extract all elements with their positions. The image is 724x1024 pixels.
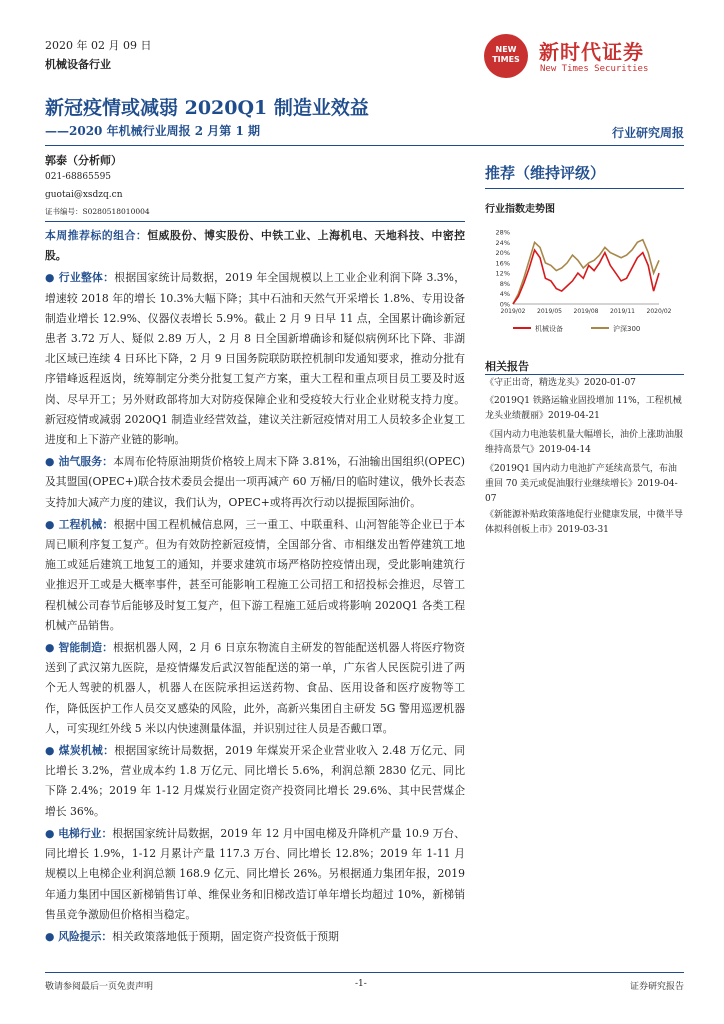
logo-emblem-icon: NEW TIMES <box>484 34 528 78</box>
bullet-icon: ● <box>45 641 59 655</box>
analyst-cert: 证书编号：S0280518010004 <box>45 207 150 216</box>
title-divider <box>45 145 684 146</box>
page-subtitle: ——2020 年机械行业周报 2 月第 1 期 <box>45 124 260 138</box>
recommend-paragraph <box>45 226 465 266</box>
footer-type: 证券研究报告 <box>629 982 684 992</box>
recommend-stocks: 恒威股份、博实股份、中铁工业、上海机电、天地科技、中密控股。 <box>45 229 466 263</box>
report-title: 《新能源补贴政策落地促行业健康发展，中微半导体拟科创板上市》 <box>485 510 684 535</box>
related-report-item[interactable] <box>485 376 684 391</box>
analyst-divider <box>45 221 465 222</box>
bullet-icon: ● <box>45 517 59 531</box>
y-tick-label: 28% <box>495 228 510 237</box>
section-paragraph <box>45 824 465 925</box>
section-text: 相关政策落地低于预期，固定资产投资低于预期 <box>112 929 339 943</box>
section-paragraph <box>45 638 465 739</box>
section-paragraph <box>45 515 465 636</box>
legend-label: 机械设备 <box>535 325 563 333</box>
related-report-item[interactable] <box>485 428 684 458</box>
section-text: 根据国家统计局数据，2019 年煤炭开采企业营业收入 2.48 万亿元、同比增长 3.2%，营业成本约 1.8 万亿元、同比增长 5.6%，利润总额 2830 亿元、同比下降 2.4%；2019 年 1-12 月煤炭行业固定资产投资同比增长 29.6%、其中民营煤企增长 36%。 <box>45 744 466 818</box>
report-date: 2019-04-14 <box>539 445 591 455</box>
brand-name-en: New Times Securities <box>540 64 649 74</box>
y-tick-label: 24% <box>495 238 510 247</box>
rating: 推荐（维持评级） <box>485 164 606 182</box>
report-title: 《国内动力电池装机量大幅增长，油价上涨助油服维持高景气》 <box>485 430 684 455</box>
section-label: 电梯行业： <box>58 826 113 840</box>
chart-axes <box>496 229 672 316</box>
footer-disclaimer[interactable]: 敬请参阅最后一页免责声明 <box>45 982 154 992</box>
related-reports-heading: 相关报告 <box>485 360 529 373</box>
analyst-phone: 021-68865595 <box>45 172 112 182</box>
section-label: 行业整体： <box>58 271 115 285</box>
report-title: 《2019Q1 铁路运输业固投增加 11%，工程机械龙头业绩靓丽》 <box>485 396 682 421</box>
body-text <box>45 226 465 949</box>
section-label: 工程机械： <box>58 517 114 531</box>
x-tick-label: 2019/11 <box>610 308 635 315</box>
brand-logo <box>484 34 684 82</box>
section-text: 根据国家统计局数据，2019 年 12 月中国电梯及升降机产量 10.9 万台、同比增长 1.9%，1-12 月累计产量 117.3 万台、同比增长 12.8%；2019 年 1-11 月规模以上电梯企业利润总额 168.9 亿元、同比增长 26%。另根据通力集团年报，2019 年通力集团中国区新梯销售订单、维保业务和旧梯改造订单年增长均超过 10%，新梯销售虽竞争激励但价格相当稳定。 <box>45 826 466 921</box>
y-tick-label: 8% <box>499 279 510 288</box>
chart-series <box>513 240 659 304</box>
bullet-icon: ● <box>45 826 59 840</box>
related-divider <box>485 374 684 375</box>
page-number: -1- <box>355 979 367 989</box>
section-label: 油气服务： <box>58 455 114 469</box>
section-label: 风险提示： <box>58 929 113 943</box>
section-text: 根据国家统计局数据，2019 年全国规模以上工业企业利润下降 3.3%，增速较 2018 年的增长 10.3%大幅下降；其中石油和天然气开采增长 1.8%、专用设备制造业增长 12.9%、仪器仪表增长 5.9%。截止 2 月 9 日早 11 点，全国累计确诊新冠患者 3.72 万人、疑似 2.89 万人，2 月 8 日全国新增确诊和疑似病例环比下降、非湖北区域已连续 4 日环比下降，2 月 9 日国务院联防联控机制印发通知要求，推动分批有序错峰返程返岗，统筹制定分类分批复工复产方案，重大工程和重点项目员工要及时返岗、尽早开工；另外财政部将加大对防疫保障企业和受疫较大行业企业财税支持力度。新冠疫情或减弱 2020Q1 制造业经营效益，建议关注新冠疫情对用工人员较多企业复工进度和上下游产业链的影响。 <box>45 271 466 447</box>
rating-divider <box>485 188 684 189</box>
report-date: 2020-01-07 <box>584 378 636 388</box>
analyst-name: 郭泰（分析师） <box>45 154 122 167</box>
x-tick-label: 2019/02 <box>500 308 526 315</box>
chart-heading: 行业指数走势图 <box>485 204 555 215</box>
related-report-item[interactable] <box>485 508 684 538</box>
legend-label: 沪深300 <box>613 325 641 333</box>
bullet-icon: ● <box>45 271 59 285</box>
index-trend-chart <box>485 222 684 340</box>
section-label: 智能制造： <box>58 641 114 655</box>
section-paragraph <box>45 927 465 947</box>
related-report-item[interactable] <box>485 462 684 507</box>
report-title: 《守正出奇，精选龙头》 <box>485 378 585 388</box>
section-text: 根据中国工程机械信息网，三一重工、中联重科、山河智能等企业已于本周已顺利序复工复产。但为有效防控新冠疫情，全国部分省、市相继发出暂停建筑工地施工或延后建筑工地复工的通知，并要求建筑市场严格防控疫情出现，受此影响建筑行业推迟开工或是大概率事件，甚至可能影响工程施工公司招工和招投标会推迟，尽管工程机械公司春节后能够及时复工复产，但下游工程施工延后或将影响 2020Q1 各类工程机械产品销售。 <box>45 517 466 632</box>
x-tick-label: 2019/08 <box>573 308 599 315</box>
report-title: 《2019Q1 国内动力电池扩产延续高景气，布油重回 70 美元或促油服行业继续增长》 <box>485 464 677 489</box>
section-paragraph <box>45 741 465 822</box>
y-tick-label: 20% <box>495 249 510 258</box>
section-text: 本周布伦特原油期货价格较上周末下降 3.81%，石油输出国组织(OPEC)及其盟国(OPEC+)联合技术委员会提出一项再减产 60 万桶/日的临时建议，俄外长表态支持加大减产力度的建议，我们认为，OPEC+或将再次行动以提振国际油价。 <box>45 455 466 509</box>
industry-label: 机械设备行业 <box>45 58 111 71</box>
series-line <box>513 250 659 304</box>
section-paragraph <box>45 452 465 513</box>
report-date: 2019-03-31 <box>557 525 609 535</box>
section-paragraph <box>45 268 465 450</box>
y-tick-label: 12% <box>495 269 510 278</box>
section-label: 煤炭机械： <box>58 744 115 758</box>
y-tick-label: 16% <box>495 259 510 268</box>
report-date: 2020 年 02 月 09 日 <box>45 39 152 52</box>
bullet-icon: ● <box>45 744 59 758</box>
report-date: 2019-04-07 <box>485 479 678 504</box>
bullet-icon: ● <box>45 455 59 469</box>
brand-name-cn: 新时代证券 <box>539 40 644 64</box>
footer-divider <box>45 972 684 973</box>
chart-legend <box>513 324 640 333</box>
page-title: 新冠疫情或减弱 2020Q1 制造业效益 <box>45 97 369 119</box>
bullet-icon: ● <box>45 929 59 943</box>
x-tick-label: 2020/02 <box>646 308 672 315</box>
report-date: 2019-04-21 <box>548 411 600 421</box>
section-text: 根据机器人网，2 月 6 日京东物流自主研发的智能配送机器人将医疗物资送到了武汉第九医院，是疫情爆发后武汉智能配送的第一单，广东省人民医院引进了两个无人驾驶的机器人，机器人在医院承担运送药物、食品、医用设备和医疗废物等工作，降低医护工作人员交叉感染的风险，此外，高新兴集团自主研发 5G 警用巡逻机器人，可实现红外线 5 米以内快速测量体温，并识别过往人员是否戴口罩。 <box>45 641 465 735</box>
analyst-email[interactable]: guotai@xsdzq.cn <box>45 190 123 200</box>
recommend-label: 本周推荐标的组合： <box>45 229 148 242</box>
report-type: 行业研究周报 <box>611 126 684 140</box>
y-tick-label: 0% <box>499 300 510 309</box>
related-report-item[interactable] <box>485 394 684 424</box>
y-tick-label: 4% <box>499 290 510 299</box>
x-tick-label: 2019/05 <box>537 308 562 315</box>
